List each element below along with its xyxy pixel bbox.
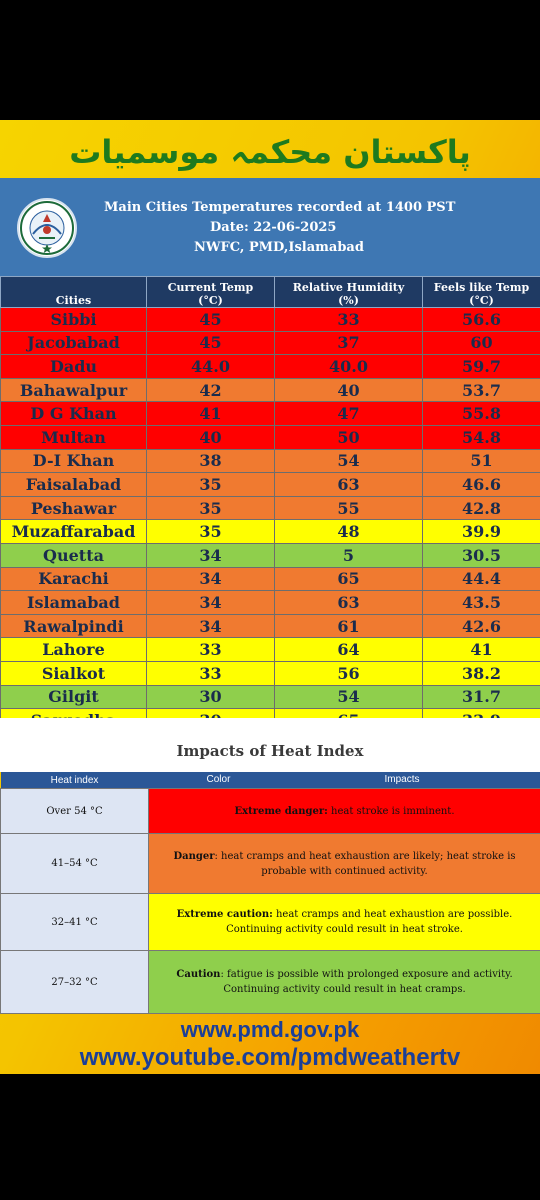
- relative-humidity: 37: [275, 331, 423, 355]
- relative-humidity: 47: [275, 402, 423, 426]
- impact-text: heat cramps and heat exhaustion are possible. Continuing activity could result in heat stroke.: [226, 909, 513, 935]
- col-header-color-impacts: [149, 772, 540, 789]
- header-source: NWFC, PMD,Islamabad: [194, 240, 364, 255]
- col-header-humidity-unit: (%): [338, 294, 359, 307]
- col-header-feels-like: [423, 277, 540, 308]
- current-temp: 45: [147, 331, 275, 355]
- table-header-row: [1, 277, 540, 308]
- current-temp: 44.0: [147, 355, 275, 379]
- relative-humidity: 61: [275, 614, 423, 638]
- table-row: [1, 355, 540, 379]
- table-row: [1, 661, 540, 685]
- relative-humidity: 63: [275, 591, 423, 615]
- col-header-color: Color: [206, 774, 231, 785]
- urdu-title: پاکستان محکمہ موسمیات: [69, 133, 471, 171]
- header-date: Date: 22-06-2025: [210, 220, 337, 235]
- col-header-humidity-label: Relative Humidity: [292, 281, 405, 294]
- table-row: [1, 496, 540, 520]
- impact-row-extreme-danger: [1, 789, 540, 834]
- relative-humidity: 50: [275, 425, 423, 449]
- current-temp: 34: [147, 567, 275, 591]
- impact-level-label: Extreme danger:: [234, 805, 328, 817]
- city-name: Karachi: [1, 567, 147, 591]
- relative-humidity: 55: [275, 496, 423, 520]
- city-name: Quetta: [1, 543, 147, 567]
- impact-row-danger: [1, 834, 540, 894]
- impact-description: [149, 894, 540, 951]
- feels-like-temp: 59.7: [423, 355, 540, 379]
- city-name: Islamabad: [1, 591, 147, 615]
- col-header-feels-like-label: Feels like Temp: [433, 281, 530, 294]
- heat-index-range: 41–54 °C: [1, 834, 149, 894]
- impact-level-label: Danger: [173, 850, 215, 862]
- relative-humidity: 40.0: [275, 355, 423, 379]
- relative-humidity: 5: [275, 543, 423, 567]
- table-row: [1, 543, 540, 567]
- feels-like-temp: 54.8: [423, 425, 540, 449]
- section-divider: [0, 718, 540, 730]
- impacts-title: Impacts of Heat Index: [0, 730, 540, 772]
- col-header-feels-like-unit: (°C): [469, 294, 494, 307]
- city-name: D-I Khan: [1, 449, 147, 473]
- relative-humidity: 54: [275, 685, 423, 709]
- city-name: Muzaffarabad: [1, 520, 147, 544]
- table-row: [1, 567, 540, 591]
- current-temp: 33: [147, 661, 275, 685]
- col-header-current-temp: [147, 277, 275, 308]
- relative-humidity: 65: [275, 567, 423, 591]
- current-temp: 33: [147, 638, 275, 662]
- col-header-current-temp-label: Current Temp: [167, 281, 254, 294]
- current-temp: 40: [147, 425, 275, 449]
- table-row: [1, 473, 540, 497]
- city-name: Rawalpindi: [1, 614, 147, 638]
- city-name: Jacobabad: [1, 331, 147, 355]
- current-temp: 34: [147, 614, 275, 638]
- relative-humidity: 54: [275, 449, 423, 473]
- feels-like-temp: 39.9: [423, 520, 540, 544]
- feels-like-temp: 41: [423, 638, 540, 662]
- impact-row-caution: [1, 951, 540, 1014]
- feels-like-temp: 46.6: [423, 473, 540, 497]
- table-row: [1, 425, 540, 449]
- table-row: [1, 685, 540, 709]
- current-temp: 35: [147, 473, 275, 497]
- col-header-cities-label: Cities: [55, 294, 92, 307]
- report-header: [0, 178, 540, 276]
- current-temp: 35: [147, 520, 275, 544]
- feels-like-temp: 55.8: [423, 402, 540, 426]
- table-row: [1, 614, 540, 638]
- feels-like-temp: 42.8: [423, 496, 540, 520]
- current-temp: 35: [147, 496, 275, 520]
- city-name: Lahore: [1, 638, 147, 662]
- impact-description: [149, 951, 540, 1014]
- current-temp: 41: [147, 402, 275, 426]
- city-name: Sibbi: [1, 308, 147, 332]
- impact-row-extreme-caution: [1, 894, 540, 951]
- youtube-link[interactable]: www.youtube.com/pmdweathertv: [79, 1044, 461, 1071]
- impact-description: [149, 834, 540, 894]
- current-temp: 42: [147, 378, 275, 402]
- col-header-current-temp-unit: (°C): [198, 294, 223, 307]
- impact-text: heat stroke is imminent.: [327, 805, 455, 817]
- heat-index-range: 27–32 °C: [1, 951, 149, 1014]
- feels-like-temp: 51: [423, 449, 540, 473]
- col-header-humidity: [275, 277, 423, 308]
- col-header-cities: [1, 277, 147, 308]
- feels-like-temp: 42.6: [423, 614, 540, 638]
- current-temp: 45: [147, 308, 275, 332]
- table-row: [1, 331, 540, 355]
- table-row: [1, 591, 540, 615]
- col-header-impacts: Impacts: [384, 774, 420, 785]
- table-row: [1, 520, 540, 544]
- temperatures-table: [0, 276, 540, 733]
- feels-like-temp: 53.7: [423, 378, 540, 402]
- heat-index-range: Over 54 °C: [1, 789, 149, 834]
- pmd-logo-icon: [17, 198, 77, 258]
- feels-like-temp: 44.4: [423, 567, 540, 591]
- current-temp: 34: [147, 591, 275, 615]
- impact-level-label: Extreme caution:: [176, 909, 273, 920]
- relative-humidity: 64: [275, 638, 423, 662]
- feels-like-temp: 43.5: [423, 591, 540, 615]
- weather-poster: [0, 120, 540, 1074]
- table-row: [1, 378, 540, 402]
- city-name: Sialkot: [1, 661, 147, 685]
- website-link[interactable]: www.pmd.gov.pk: [180, 1017, 360, 1042]
- current-temp: 38: [147, 449, 275, 473]
- heat-index-range: 32–41 °C: [1, 894, 149, 951]
- feels-like-temp: 56.6: [423, 308, 540, 332]
- relative-humidity: 63: [275, 473, 423, 497]
- city-name: Peshawar: [1, 496, 147, 520]
- impact-description: [149, 789, 540, 834]
- feels-like-temp: 30.5: [423, 543, 540, 567]
- table-row: [1, 449, 540, 473]
- col-header-heat-index: Heat index: [1, 772, 149, 789]
- relative-humidity: 40: [275, 378, 423, 402]
- city-name: Bahawalpur: [1, 378, 147, 402]
- city-name: D G Khan: [1, 402, 147, 426]
- footer-links: [0, 1016, 540, 1072]
- current-temp: 34: [147, 543, 275, 567]
- header-title: Main Cities Temperatures recorded at 1400 PST: [104, 200, 456, 215]
- impacts-header-row: [1, 772, 540, 789]
- heat-index-impacts-table: [0, 772, 540, 1014]
- feels-like-temp: 31.7: [423, 685, 540, 709]
- city-name: Dadu: [1, 355, 147, 379]
- impact-text: : heat cramps and heat exhaustion are likely; heat stroke is probable with continued activity.: [214, 850, 516, 877]
- relative-humidity: 33: [275, 308, 423, 332]
- city-name: Multan: [1, 425, 147, 449]
- impact-level-label: Caution: [176, 969, 221, 980]
- feels-like-temp: 60: [423, 331, 540, 355]
- relative-humidity: 56: [275, 661, 423, 685]
- table-row: [1, 308, 540, 332]
- feels-like-temp: 38.2: [423, 661, 540, 685]
- relative-humidity: 48: [275, 520, 423, 544]
- city-name: Faisalabad: [1, 473, 147, 497]
- city-name: Gilgit: [1, 685, 147, 709]
- impact-text: : fatigue is possible with prolonged exposure and activity. Continuing activity could result in heat cramps.: [220, 969, 513, 995]
- table-row: [1, 638, 540, 662]
- pmd-logo-graphic: [19, 200, 75, 256]
- current-temp: 30: [147, 685, 275, 709]
- table-row: [1, 402, 540, 426]
